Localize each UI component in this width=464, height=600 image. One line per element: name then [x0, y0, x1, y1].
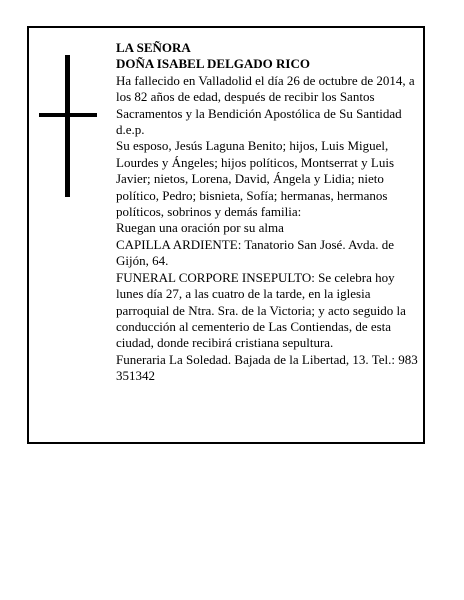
- notice-title: LA SEÑORA: [116, 40, 191, 55]
- deceased-name: DOÑA ISABEL DELGADO RICO: [116, 56, 310, 72]
- obituary-notice: [27, 26, 425, 444]
- cross-vertical-bar: [65, 55, 70, 197]
- cross-horizontal-bar: [39, 113, 97, 117]
- notice-text: [116, 40, 423, 385]
- family-list: Su esposo, Jesús Laguna Benito; hijos, Luis Miguel, Lourdes y Ángeles; hijos políticos, Montserrat y Luis Javier; nietos, Lorena, David, Ángela y Lidia; nieto político, Pedro; bisnieta, Sofía; hermanas, hermanos políticos, sobrinos y demás familia:: [116, 138, 395, 220]
- funeral-info: FUNERAL CORPORE INSEPULTO: Se celebra hoy lunes día 27, a las cuatro de la tarde, en la iglesia parroquial de Ntra. Sra. de la Victoria; y acto seguido la conducción al cementerio de Las Contiendas, de esta ciudad, donde recibirá cristiana sepultura.: [116, 269, 406, 351]
- cross-icon: [39, 55, 97, 197]
- death-announcement: Ha fallecido en Valladolid el día 26 de octubre de 2014, a los 82 años de edad, después de recibir los Santos Sacramentos y la Bendición Apostólica de Su Santidad d.e.p.: [116, 72, 415, 138]
- funeral-home-info: Funeraria La Soledad. Bajada de la Libertad, 13. Tel.: 983 351342: [116, 351, 418, 384]
- prayer-request: Ruegan una oración por su alma: [116, 220, 284, 236]
- chapel-info: CAPILLA ARDIENTE: Tanatorio San José. Avda. de Gijón, 64.: [116, 236, 395, 269]
